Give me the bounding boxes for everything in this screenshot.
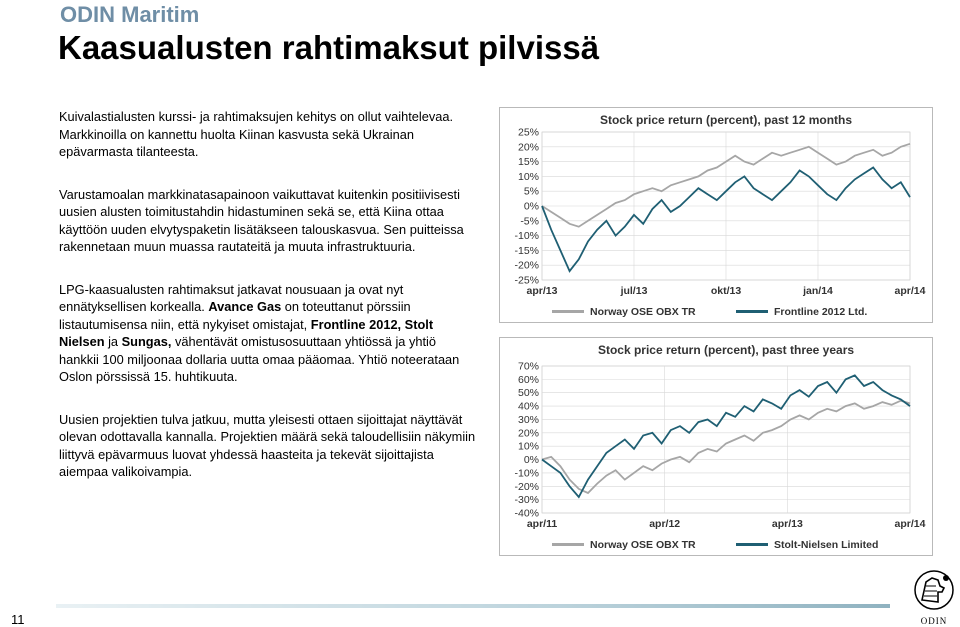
chart-title: Stock price return (percent), past 12 months [599,113,853,127]
y-tick-label: 70% [517,360,539,373]
paragraph-3-text-c: vähentävät omistusosuuttaan yhtiössä ja yhtiö hankkii 100 miljoonaa dollaria uutta omaa pääomaa. Yhtiö noteerataan Oslon pörssissä 15. huhtikuuta. [59,334,460,384]
y-tick-label: 60% [517,373,539,386]
y-tick-label: -30% [514,494,539,507]
logo-text: ODIN [920,616,948,626]
y-tick-label: -15% [514,244,539,257]
x-tick-label: jul/13 [620,285,648,297]
y-tick-label: -25% [514,274,539,287]
x-tick-label: apr/12 [649,518,681,530]
y-tick-label: 25% [517,126,539,139]
y-tick-label: 10% [517,440,539,453]
x-tick-label: apr/14 [894,285,926,297]
company-avance-gas: Avance Gas [208,299,282,314]
odin-logo [908,568,960,626]
y-tick-label: -10% [514,467,539,480]
x-tick-label: okt/13 [710,285,742,297]
paragraph-4: Uusien projektien tulva jatkuu, mutta yleisesti ottaen sijoittajat näyttävät olevan odottavalla kannalla. Projektien määrä sekä taloudellisiin näkymiin liittyvä epävarmuus luovat yhdessä haasteita ja tekevät sijoittajista aiempaa valikoivampia. [59,411,476,479]
plot-area [542,366,910,513]
y-tick-label: -10% [514,230,539,243]
y-tick-label: 0% [523,454,539,467]
y-tick-label: 5% [523,185,539,198]
paragraph-3-text-a: on toteuttanut pörssiin listautumisensa niin, että nykyiset omistajat, [59,299,411,332]
y-tick-label: 40% [517,400,539,413]
page-title: Kaasualusten rahtimaksut pilvissä [58,29,600,66]
y-tick-label: 50% [517,387,539,400]
x-tick-label: jan/14 [803,285,833,297]
page-number: 11 [11,612,25,627]
paragraph-2: Varustamoalan markkinatasapainoon vaikuttavat kuitenkin positiivisesti uusien alusten toimitustahdin hidastuminen sekä se, että Kiina ottaa käyttöön uuden elvytyspaketin lisätäkseen talouskasvua. Sen puitteissa rakennetaan muun muassa rautateitä ja muuta infrastruktuuria. [59,186,464,254]
brand-name: ODIN Maritim [60,2,200,27]
x-tick-label: apr/13 [526,285,558,297]
legend-label-2: Frontline 2012 Ltd. [774,306,868,318]
chart-three-years [499,337,933,556]
x-tick-label: apr/14 [894,518,926,530]
chart-12-months-svg [500,108,932,322]
x-tick-label: apr/11 [526,518,558,530]
chart-three-years-svg [500,338,932,555]
company-sungas: Sungas, [121,334,172,349]
y-tick-label: 20% [517,427,539,440]
legend-label-1: Norway OSE OBX TR [590,539,696,551]
y-tick-label: -20% [514,480,539,493]
odin-logo-icon [908,568,960,614]
footer-divider [56,604,890,608]
y-tick-label: -40% [514,507,539,520]
paragraph-3-text-b: ja [104,334,122,349]
paragraph-3-lead: LPG-kaasualusten rahtimaksut jatkavat nousuaan ja ovat nyt ennätyksellisen korkealla. [59,281,404,314]
y-tick-label: 30% [517,413,539,426]
body-text [59,108,479,498]
y-tick-label: 15% [517,156,539,169]
chart-12-months [499,107,933,323]
y-tick-label: 10% [517,170,539,183]
company-frontline-stolt: Frontline 2012, Stolt Nielsen [59,316,434,349]
paragraph-1: Kuivalastialusten kurssi- ja rahtimaksujen kehitys on ollut vaihtelevaa. Markkinoilla on kannettu huolta Kiinan kasvusta sekä Ukrainan epävarmasta tilanteesta. [59,109,454,159]
chart-title: Stock price return (percent), past three years [597,343,855,357]
y-tick-label: 0% [523,200,539,213]
y-tick-label: -5% [520,215,539,228]
y-tick-label: -20% [514,259,539,272]
paragraph-3 [59,281,479,386]
y-tick-label: 20% [517,141,539,154]
x-tick-label: apr/13 [771,518,803,530]
legend-label-1: Norway OSE OBX TR [590,306,696,318]
legend-label-2: Stolt-Nielsen Limited [774,539,879,551]
